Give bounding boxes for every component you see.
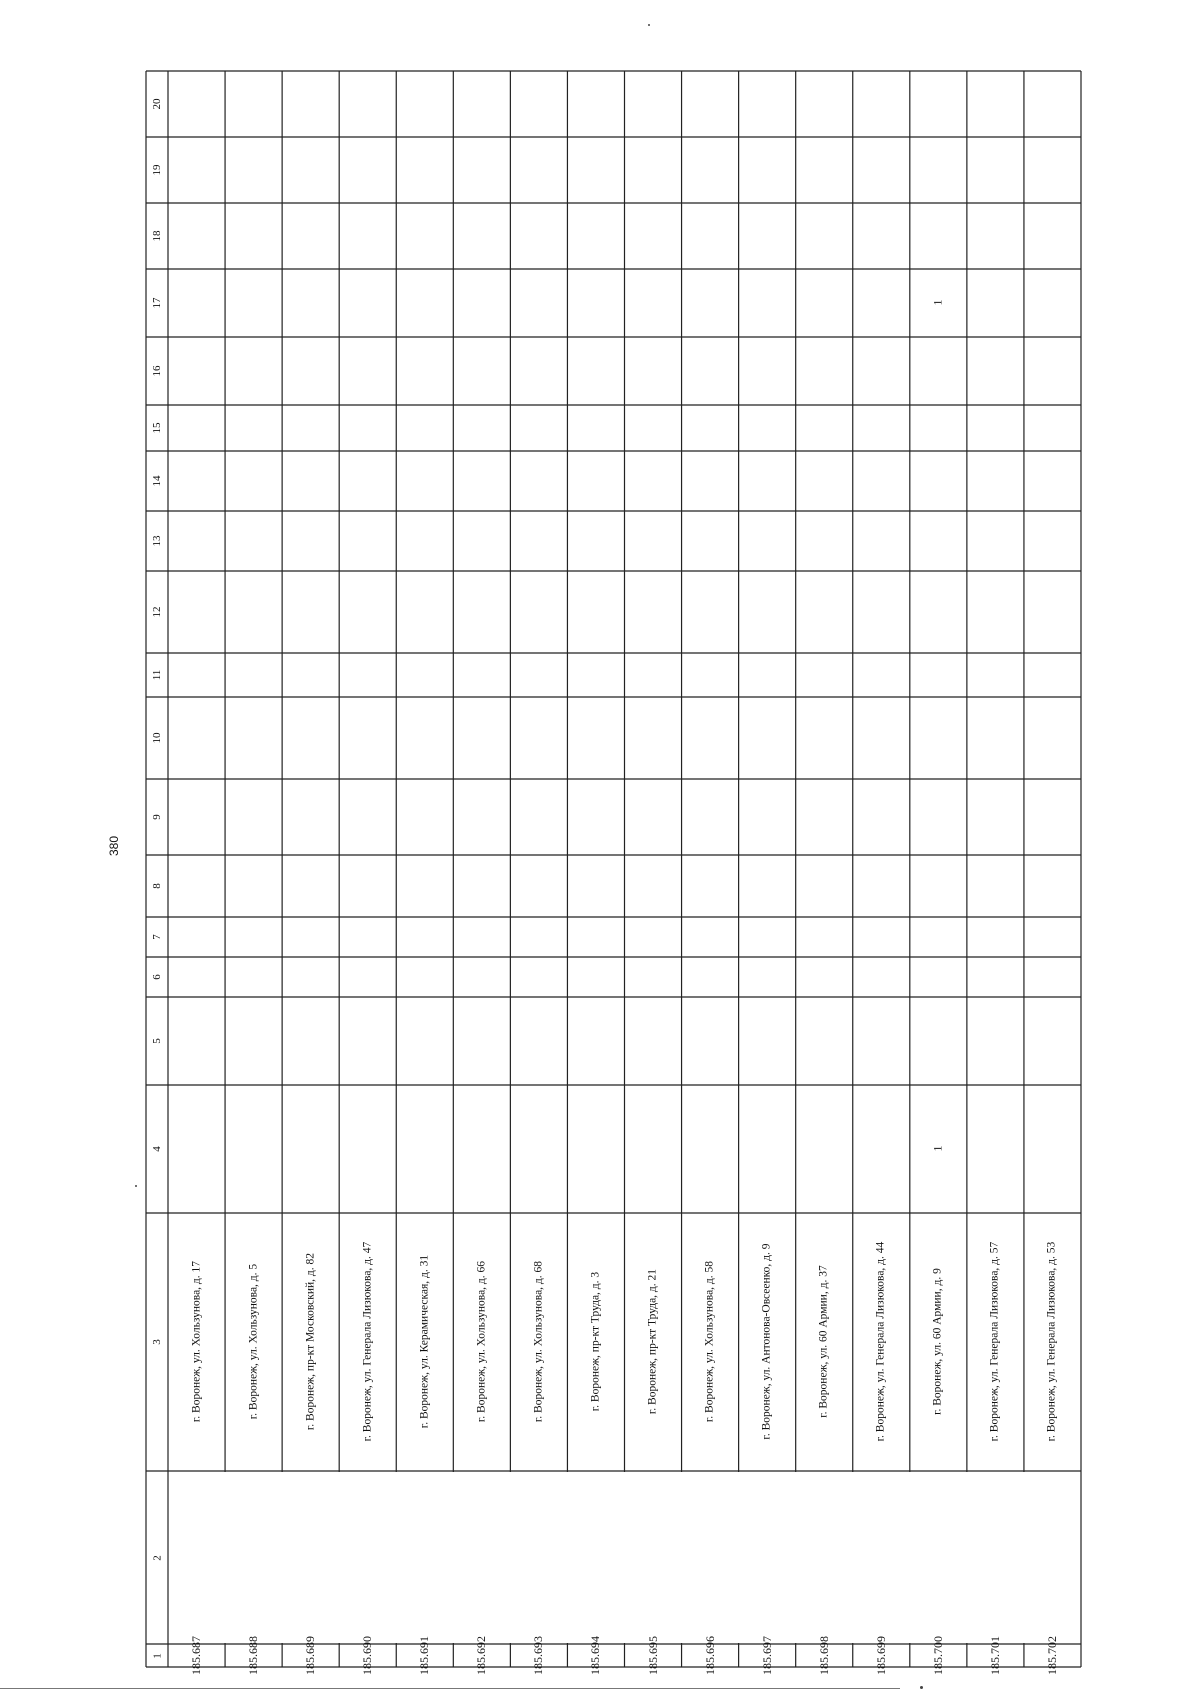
row-address: г. Воронеж, пр-кт Московский, д. 82 [304, 1253, 317, 1431]
column-header-17: 17 [150, 297, 163, 309]
column-header-18: 18 [150, 230, 163, 242]
column-header-8: 8 [150, 883, 163, 889]
row-address: г. Воронеж, ул. Хользунова, д. 17 [189, 1261, 202, 1423]
column-header-15: 15 [150, 422, 163, 434]
row-address: г. Воронеж, ул. Хользунова, д. 5 [246, 1264, 259, 1420]
column-header-14: 14 [150, 475, 163, 487]
column-header-5: 5 [150, 1038, 163, 1044]
row-address: г. Воронеж, ул. Генерала Лизюкова, д. 57 [988, 1242, 1001, 1442]
row-number: 185.689 [302, 1636, 317, 1675]
row-address: г. Воронеж, ул. Генерала Лизюкова, д. 53 [1045, 1242, 1058, 1442]
row-address: г. Воронеж, ул. Хользунова, д. 66 [475, 1261, 488, 1423]
data-table [146, 71, 1081, 1675]
row-address: г. Воронеж, ул. Генерала Лизюкова, д. 47 [361, 1242, 374, 1442]
row-address: г. Воронеж, ул. Антонова-Овсеенко, д. 9 [760, 1243, 773, 1441]
column-header-16: 16 [150, 365, 163, 377]
row-number: 185.702 [1044, 1636, 1059, 1675]
row-number: 185.693 [531, 1636, 545, 1675]
row-number: 185.687 [188, 1636, 203, 1675]
row-col17-value: 1 [930, 300, 945, 306]
row-address: г. Воронеж, пр-кт Труда, д. 3 [589, 1272, 602, 1412]
column-header-3: 3 [150, 1339, 163, 1345]
column-header-10: 10 [150, 732, 163, 744]
scan-speck [920, 1686, 923, 1689]
row-address: г. Воронеж, пр-кт Труда, д. 21 [646, 1269, 659, 1415]
row-address: г. Воронеж, ул. Генерала Лизюкова, д. 44 [874, 1242, 887, 1442]
scan-speck [648, 24, 650, 26]
row-address: г. Воронеж, ул. 60 Армии, д. 9 [931, 1268, 944, 1416]
row-number: 185.691 [416, 1636, 431, 1675]
row-number: 185.690 [359, 1636, 374, 1675]
column-header-13: 13 [150, 535, 163, 547]
column-header-7: 7 [150, 934, 163, 940]
row-number: 185.692 [473, 1636, 488, 1675]
row-number: 185.698 [816, 1636, 831, 1675]
row-number: 185.701 [987, 1636, 1002, 1675]
row-address: г. Воронеж, ул. Керамическая, д. 31 [418, 1255, 431, 1429]
scan-edge [0, 1688, 900, 1689]
row-col4-value: 1 [930, 1146, 945, 1152]
row-number: 185.697 [759, 1636, 774, 1675]
column-header-6: 6 [150, 974, 163, 980]
column-header-11: 11 [150, 669, 163, 681]
column-header-1: 1 [150, 1652, 163, 1659]
row-number: 185.700 [930, 1636, 945, 1675]
page-number: 380 [107, 835, 121, 857]
column-header-12: 12 [150, 606, 163, 618]
row-number: 185.694 [588, 1636, 603, 1675]
row-address: г. Воронеж, ул. 60 Армии, д. 37 [817, 1265, 830, 1419]
row-number: 185.688 [245, 1636, 260, 1675]
column-header-2: 2 [150, 1554, 163, 1561]
row-address: г. Воронеж, ул. Хользунова, д. 68 [532, 1261, 545, 1423]
column-header-9: 9 [150, 814, 163, 820]
row-number: 185.696 [702, 1636, 717, 1675]
row-address: г. Воронеж, ул. Хользунова, д. 58 [703, 1261, 716, 1423]
row-number: 185.699 [873, 1636, 888, 1675]
column-header-4: 4 [150, 1146, 163, 1152]
column-header-19: 19 [150, 164, 163, 176]
row-number: 185.695 [645, 1636, 660, 1675]
column-header-20: 20 [150, 98, 163, 110]
scan-speck [135, 1185, 137, 1187]
